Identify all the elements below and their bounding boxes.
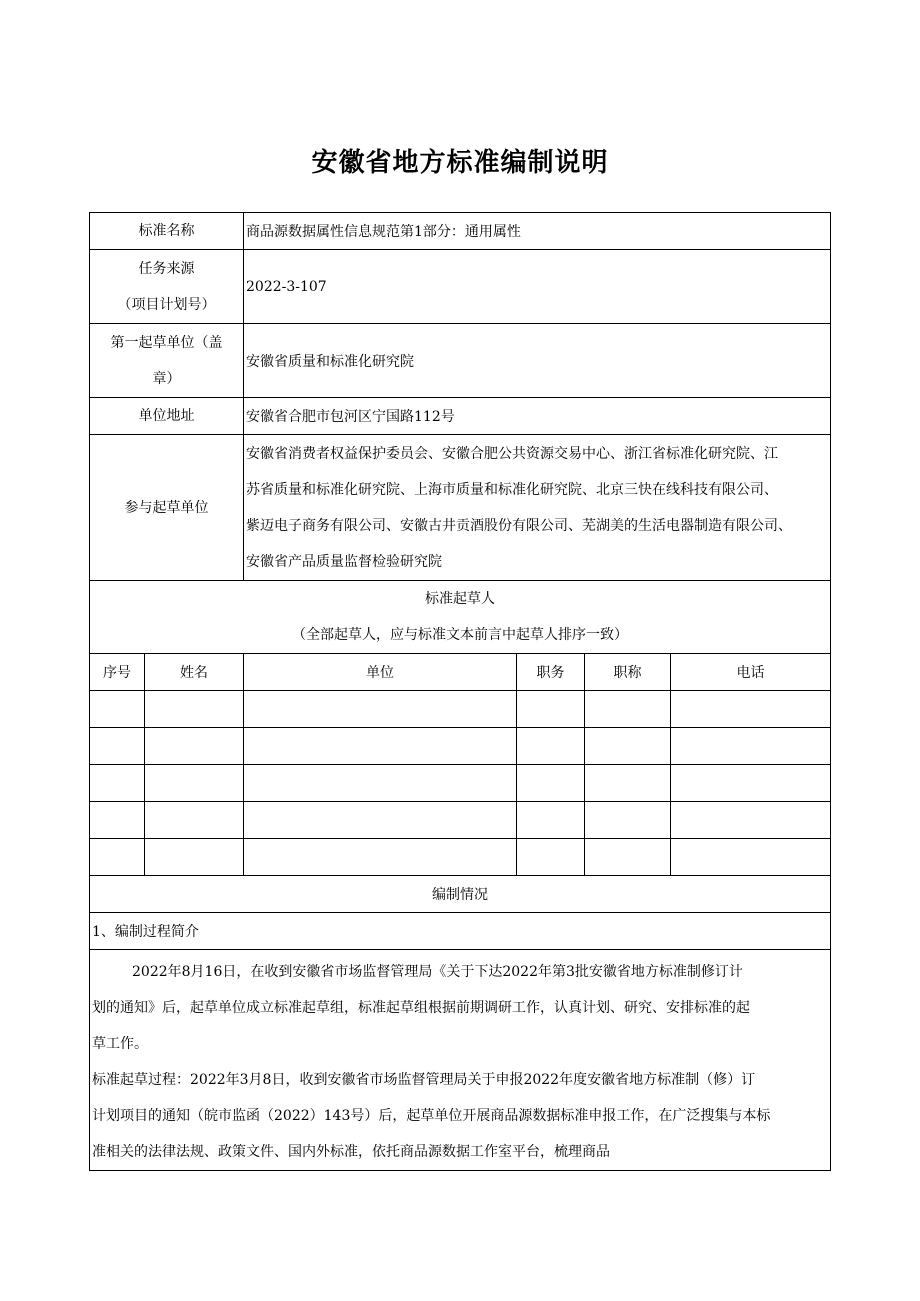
drafter-cell <box>90 728 145 765</box>
participants-line: 安徽省产品质量监督检验研究院 <box>246 553 442 570</box>
drafter-cell <box>517 691 585 728</box>
page-title: 安徽省地方标准编制说明 <box>311 148 609 178</box>
address-value: 安徽省合肥市包河区宁国路112号 <box>244 398 831 435</box>
drafter-cell <box>244 765 517 802</box>
drafter-cell <box>585 765 671 802</box>
drafter-cell <box>244 691 517 728</box>
task-source-label-line2: （项目计划号） <box>117 296 216 313</box>
row-task-source <box>90 250 831 324</box>
task-source-label-line1: 任务来源 <box>138 260 195 277</box>
drafter-cell <box>517 765 585 802</box>
first-drafter-label <box>90 324 244 398</box>
drafter-cell <box>90 691 145 728</box>
header-unit: 单位 <box>244 654 517 691</box>
section1-title: 1、编制过程简介 <box>90 913 831 950</box>
standard-name-value: 商品源数据属性信息规范第1部分：通用属性 <box>244 213 831 250</box>
drafter-cell <box>145 802 244 839</box>
drafter-cell <box>517 802 585 839</box>
drafter-row <box>90 802 831 839</box>
task-source-label <box>90 250 244 324</box>
drafter-cell <box>145 691 244 728</box>
participants-line: 紫迈电子商务有限公司、安徽古井贡酒股份有限公司、芜湖美的生活电器制造有限公司、 <box>246 517 792 534</box>
drafters-header-row <box>90 654 831 691</box>
first-drafter-label-line1: 第一起草单位（盖 <box>110 334 223 351</box>
participants-value <box>244 435 831 581</box>
drafter-row <box>90 728 831 765</box>
drafter-cell <box>145 765 244 802</box>
row-compilation-title <box>90 876 831 913</box>
drafter-row <box>90 765 831 802</box>
drafter-cell <box>585 728 671 765</box>
standard-info-table <box>89 212 831 1171</box>
paragraph-line: 草工作。 <box>92 1036 148 1052</box>
drafter-cell <box>517 839 585 876</box>
drafter-cell <box>585 691 671 728</box>
drafter-cell <box>585 839 671 876</box>
paragraph-line: 计划项目的通知（皖市监函（2022）143号）后，起草单位开展商品源数据标准申报工作，在广泛搜集与本标 <box>92 1108 771 1124</box>
header-duty: 职务 <box>517 654 585 691</box>
header-phone: 电话 <box>671 654 831 691</box>
drafter-cell <box>90 765 145 802</box>
row-drafters-title <box>90 581 831 654</box>
drafter-cell <box>145 728 244 765</box>
header-index: 序号 <box>90 654 145 691</box>
drafters-title-cell <box>90 581 831 654</box>
row-address <box>90 398 831 435</box>
address-label: 单位地址 <box>90 398 244 435</box>
paragraph-line: 标准起草过程：2022年3月8日，收到安徽省市场监督管理局关于申报2022年度安徽省地方标准制（修）订 <box>92 1072 756 1088</box>
row-standard-name <box>90 213 831 250</box>
row-section1-body <box>90 950 831 1171</box>
drafter-cell <box>671 728 831 765</box>
participants-label: 参与起草单位 <box>90 435 244 581</box>
row-participants <box>90 435 831 581</box>
header-title: 职称 <box>585 654 671 691</box>
drafter-cell <box>585 802 671 839</box>
participants-line: 安徽省消费者权益保护委员会、安徽合肥公共资源交易中心、浙江省标准化研究院、江 <box>246 445 778 462</box>
drafter-row <box>90 839 831 876</box>
drafter-cell <box>145 839 244 876</box>
row-first-drafter <box>90 324 831 398</box>
first-drafter-value: 安徽省质量和标准化研究院 <box>244 324 831 398</box>
paragraph-line: 2022年8月16日，在收到安徽省市场监督管理局《关于下达2022年第3批安徽省地方标准制修订计 <box>132 964 743 980</box>
drafter-cell <box>244 802 517 839</box>
paragraph-line: 划的通知》后，起草单位成立标准起草组，标准起草组根据前期调研工作，认真计划、研究、安排标准的起 <box>92 1000 750 1016</box>
drafter-cell <box>671 802 831 839</box>
drafter-cell <box>671 691 831 728</box>
task-source-value: 2022-3-107 <box>244 250 831 324</box>
drafter-cell <box>90 802 145 839</box>
row-section1-title <box>90 913 831 950</box>
header-name: 姓名 <box>145 654 244 691</box>
drafter-cell <box>671 839 831 876</box>
section1-body <box>90 950 831 1171</box>
standard-name-label: 标准名称 <box>90 213 244 250</box>
drafter-cell <box>90 839 145 876</box>
drafter-row <box>90 691 831 728</box>
paragraph-line: 准相关的法律法规、政策文件、国内外标准，依托商品源数据工作室平台，梳理商品 <box>92 1144 610 1160</box>
drafter-cell <box>517 728 585 765</box>
participants-line: 苏省质量和标准化研究院、上海市质量和标准化研究院、北京三快在线科技有限公司、 <box>246 481 778 498</box>
drafters-subtitle: （全部起草人，应与标准文本前言中起草人排序一致） <box>292 627 629 643</box>
drafter-cell <box>244 839 517 876</box>
drafters-title: 标准起草人 <box>425 591 496 607</box>
drafter-cell <box>671 765 831 802</box>
drafter-cell <box>244 728 517 765</box>
compilation-title: 编制情况 <box>90 876 831 913</box>
first-drafter-label-line2: 章） <box>152 370 181 387</box>
